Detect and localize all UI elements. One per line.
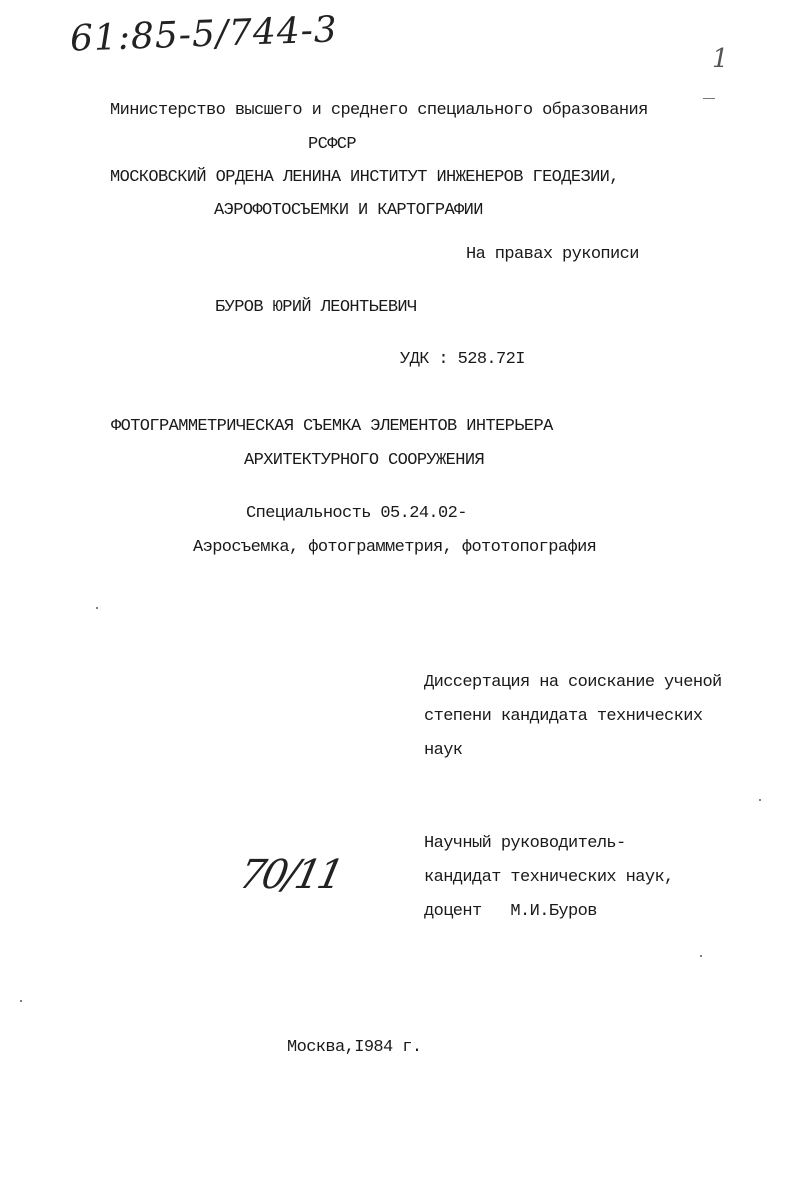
udc-code: УДК : 528.72I [400, 350, 525, 369]
scan-speck [96, 607, 98, 609]
republic-line: РСФСР [308, 135, 357, 154]
institute-line-2: АЭРОФОТОСЪЕМКИ И КАРТОГРАФИИ [214, 201, 483, 220]
specialty-code: Специальность 05.24.02- [246, 504, 467, 523]
supervisor-line-1: Научный руководитель- [424, 834, 626, 853]
supervisor-line-3: доцент М.И.Буров [424, 902, 597, 921]
manuscript-note: На правах рукописи [466, 245, 639, 264]
handwritten-page-mark: 1 [712, 44, 729, 74]
specialty-name: Аэросъемка, фотограмметрия, фототопография [193, 538, 597, 557]
scan-speck [700, 955, 702, 957]
scan-speck [759, 799, 761, 801]
author-name: БУРОВ ЮРИЙ ЛЕОНТЬЕВИЧ [215, 298, 417, 317]
title-line-2: АРХИТЕКТУРНОГО СООРУЖЕНИЯ [244, 451, 485, 470]
title-line-1: ФОТОГРАММЕТРИЧЕСКАЯ СЪЕМКА ЭЛЕМЕНТОВ ИНТЕРЬЕРА [111, 417, 553, 436]
scan-speck [20, 1000, 22, 1002]
handwritten-inventory-number: 70/11 [235, 852, 346, 898]
dissertation-line-3: наук [424, 741, 463, 760]
ministry-line: Министерство высшего и среднего специального образования [110, 101, 648, 120]
handwritten-archive-code: 61:85-5/744-3 [69, 9, 339, 60]
place-year: Москва,I984 г. [287, 1038, 422, 1057]
margin-dash [703, 98, 715, 99]
institute-line-1: МОСКОВСКИЙ ОРДЕНА ЛЕНИНА ИНСТИТУТ ИНЖЕНЕРОВ ГЕОДЕЗИИ, [110, 168, 619, 187]
dissertation-line-2: степени кандидата технических [424, 707, 703, 726]
supervisor-line-2: кандидат технических наук, [424, 868, 674, 887]
dissertation-line-1: Диссертация на соискание ученой [424, 673, 722, 692]
